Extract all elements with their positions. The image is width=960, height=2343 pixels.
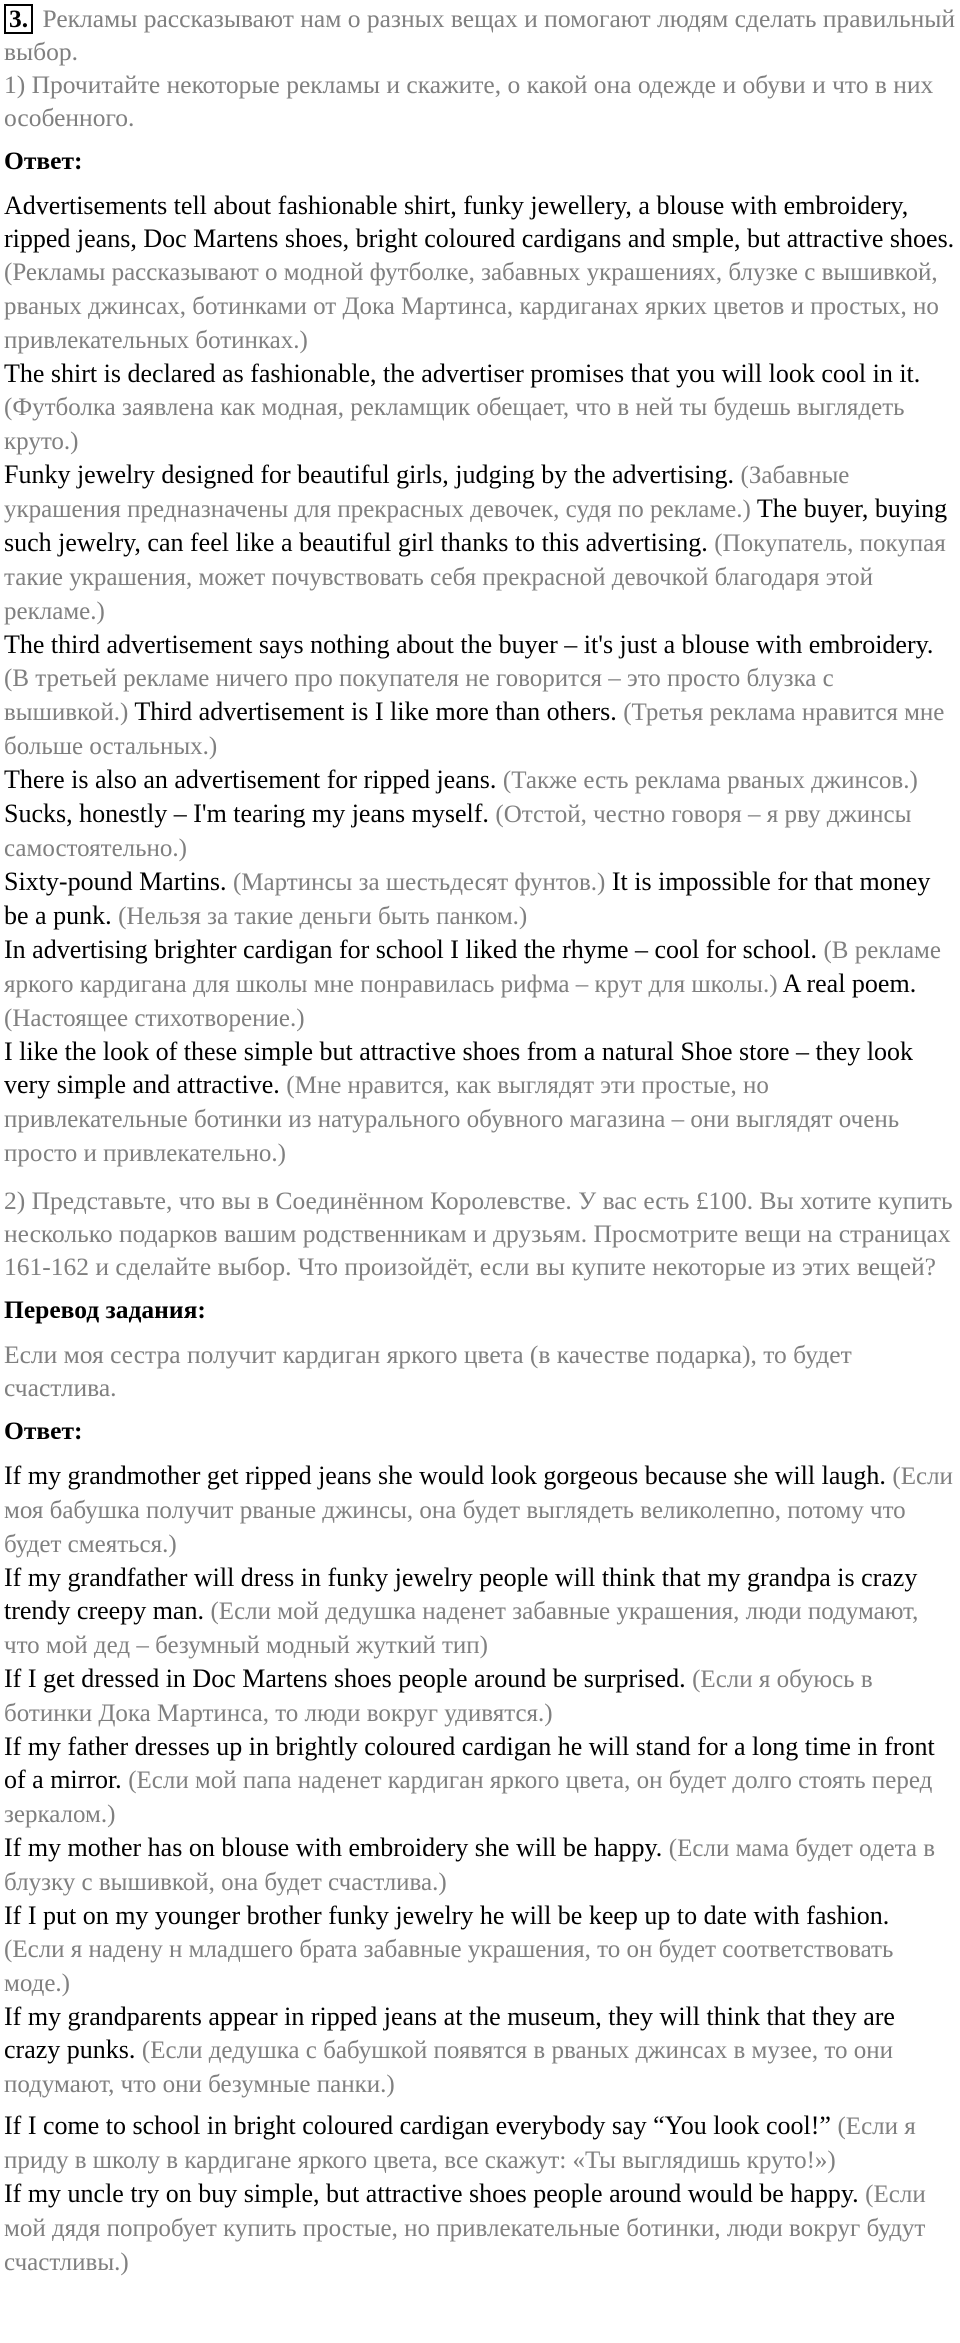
task-part1: 1) Прочитайте некоторые рекламы и скажите, о какой она одежде и обуви и что в них особенного.	[4, 70, 934, 132]
task-intro	[4, 2, 956, 68]
russian-translation: (Настоящее стихотворение.)	[4, 1005, 305, 1032]
english-text: If I come to school in bright coloured cardigan everybody say “You look cool!”	[4, 2111, 831, 2140]
task-intro-text: Рекламы рассказывают нам о разных вещах и помогают людям сделать правильный выбор.	[4, 4, 956, 66]
answer-paragraph	[4, 357, 956, 458]
english-text: If my mother has on blouse with embroidery she will be happy.	[4, 1833, 663, 1862]
russian-translation: (Футболка заявлена как модная, рекламщик обещает, что в ней ты будешь выглядеть круто.)	[4, 394, 905, 455]
task-number: 3.	[4, 4, 33, 34]
answer-paragraph	[4, 1035, 956, 1170]
russian-translation: (В рекламе яркого кардигана для школы мне понравилась рифма – крут для школы.)	[4, 937, 941, 998]
english-text: Sixty-pound Martins.	[4, 867, 227, 896]
answer-paragraph	[4, 1662, 956, 1730]
answer-paragraph	[4, 189, 956, 357]
russian-translation: (Если мой дедушка наденет забавные украшения, люди подумают, что мой дед – безумный модный жуткий тип)	[4, 1598, 919, 1659]
answer-section-1	[4, 189, 956, 1170]
english-text: Advertisements tell about fashionable shirt, funky jewellery, a blouse with embroidery, ripped jeans, Doc Martens shoes, bright coloured cardigans and smple, but attractive shoes.	[4, 191, 955, 253]
task-part2: 2) Представьте, что вы в Соединённом Королевстве. У вас есть £100. Вы хотите купить несколько подарков вашим родственникам и друзьям. Просмотрите вещи на страницах 161-162 и сделайте выбор. Что произойдёт, если вы купите некоторые из этих вещей?	[4, 1186, 953, 1281]
answer-paragraph	[4, 2109, 956, 2177]
english-text: If I get dressed in Doc Martens shoes people around be surprised.	[4, 1664, 686, 1693]
russian-translation: (Если дедушка с бабушкой появятся в рваных джинсах в музее, то они подумают, что они безумные панки.)	[4, 2037, 894, 2098]
russian-translation: (Забавные украшения предназначены для прекрасных девочек, судя по рекламе.)	[4, 462, 850, 523]
answer-paragraph	[4, 865, 956, 933]
english-text: If my grandmother get ripped jeans she would look gorgeous because she will laugh.	[4, 1461, 886, 1490]
answer-label: Ответ:	[4, 146, 83, 175]
english-text: If my grandparents appear in ripped jeans at the museum, they will think that they are crazy punks.	[4, 2002, 895, 2064]
russian-translation: (Покупатель, покупая такие украшения, может почувствовать себя прекрасной девочкой благодаря этой рекламе.)	[4, 530, 946, 625]
russian-translation: (Третья реклама нравится мне больше остальных.)	[4, 699, 945, 760]
english-text: The third advertisement says nothing about the buyer – it's just a blouse with embroidery.	[4, 630, 934, 659]
english-text: The shirt is declared as fashionable, the advertiser promises that you will look cool in it.	[4, 359, 921, 388]
answer-label: Ответ:	[4, 1416, 83, 1445]
russian-translation: (Если моя бабушка получит рваные джинсы, она будет выглядеть великолепно, потому что будет смеяться.)	[4, 1463, 953, 1558]
english-text: If my uncle try on buy simple, but attractive shoes people around would be happy.	[4, 2179, 859, 2208]
russian-translation: (Мартинсы за шестьдесят фунтов.)	[232, 869, 606, 896]
answer-paragraph	[4, 1730, 956, 1831]
russian-translation: (Если мой дядя попробует купить простые, но привлекательные ботинки, люди вокруг будут счастливы.)	[4, 2181, 926, 2276]
russian-translation: (Если я надену н младшего брата забавные украшения, то он будет соответствовать моде.)	[4, 1936, 894, 1997]
russian-translation: (Отстой, честно говоря – я рву джинсы самостоятельно.)	[4, 801, 912, 862]
english-text: I like the look of these simple but attractive shoes from a natural Shoe store – they look very simple and attractive.	[4, 1037, 914, 1099]
english-text: A real poem.	[782, 969, 917, 998]
english-text: Funky jewelry designed for beautiful girls, judging by the advertising.	[4, 460, 735, 489]
answer-paragraph	[4, 1459, 956, 1561]
russian-translation: (Если мама будет одета в блузку с вышивкой, она будет счастлива.)	[4, 1835, 935, 1896]
answer-paragraph	[4, 2000, 956, 2101]
english-text: It is impossible for that money be a punk.	[4, 867, 931, 930]
answer-paragraph	[4, 628, 956, 763]
russian-translation: (В третьей рекламе ничего про покупателя не говорится – это просто блузка с вышивкой.)	[4, 665, 834, 726]
russian-translation: (Рекламы рассказывают о модной футболке, забавных украшениях, блузке с вышивкой, рваных джинсах, ботинками от Дока Мартинса, кардиганах ярких цветов и простых, но привлекательных ботинках.)	[4, 259, 939, 354]
english-text: In advertising brighter cardigan for school I liked the rhyme – cool for school.	[4, 935, 817, 964]
russian-translation: (Мне нравится, как выглядят эти простые, но привлекательные ботинки из натурального обувного магазина – они выглядят очень просто и привлекательно.)	[4, 1072, 900, 1167]
answer-section-2	[4, 1459, 956, 2279]
translation-text: Если моя сестра получит кардиган яркого цвета (в качестве подарка), то будет счастлива.	[4, 1340, 852, 1402]
russian-translation: (Также есть реклама рваных джинсов.)	[502, 767, 918, 794]
english-text: If I put on my younger brother funky jewelry he will be keep up to date with fashion.	[4, 1901, 890, 1930]
answer-paragraph	[4, 458, 956, 628]
answer-paragraph	[4, 933, 956, 1035]
answer-paragraph	[4, 1831, 956, 1899]
english-text: If my father dresses up in brightly coloured cardigan he will stand for a long time in front of a mirror.	[4, 1732, 935, 1794]
english-text: If my grandfather will dress in funky jewelry people will think that my grandpa is crazy trendy creepy man.	[4, 1563, 918, 1625]
english-text: Third advertisement is I like more than others.	[134, 697, 617, 726]
answer-paragraph	[4, 1899, 956, 2000]
translation-label: Перевод задания:	[4, 1295, 206, 1324]
russian-translation: (Если мой папа наденет кардиган яркого цвета, он будет долго стоять перед зеркалом.)	[4, 1767, 933, 1828]
answer-paragraph	[4, 2177, 956, 2279]
russian-translation: (Если я приду в школу в кардигане яркого цвета, все скажут: «Ты выглядишь круто!»)	[4, 2113, 916, 2174]
english-text: The buyer, buying such jewelry, can feel like a beautiful girl thanks to this advertising.	[4, 494, 948, 557]
answer-paragraph	[4, 1561, 956, 1662]
english-text: Sucks, honestly – I'm tearing my jeans myself.	[4, 799, 489, 828]
answer-paragraph	[4, 763, 956, 865]
english-text: There is also an advertisement for ripped jeans.	[4, 765, 497, 794]
russian-translation: (Если я обуюсь в ботинки Дока Мартинса, то люди вокруг удивятся.)	[4, 1666, 873, 1727]
russian-translation: (Нельзя за такие деньги быть панком.)	[118, 903, 528, 930]
